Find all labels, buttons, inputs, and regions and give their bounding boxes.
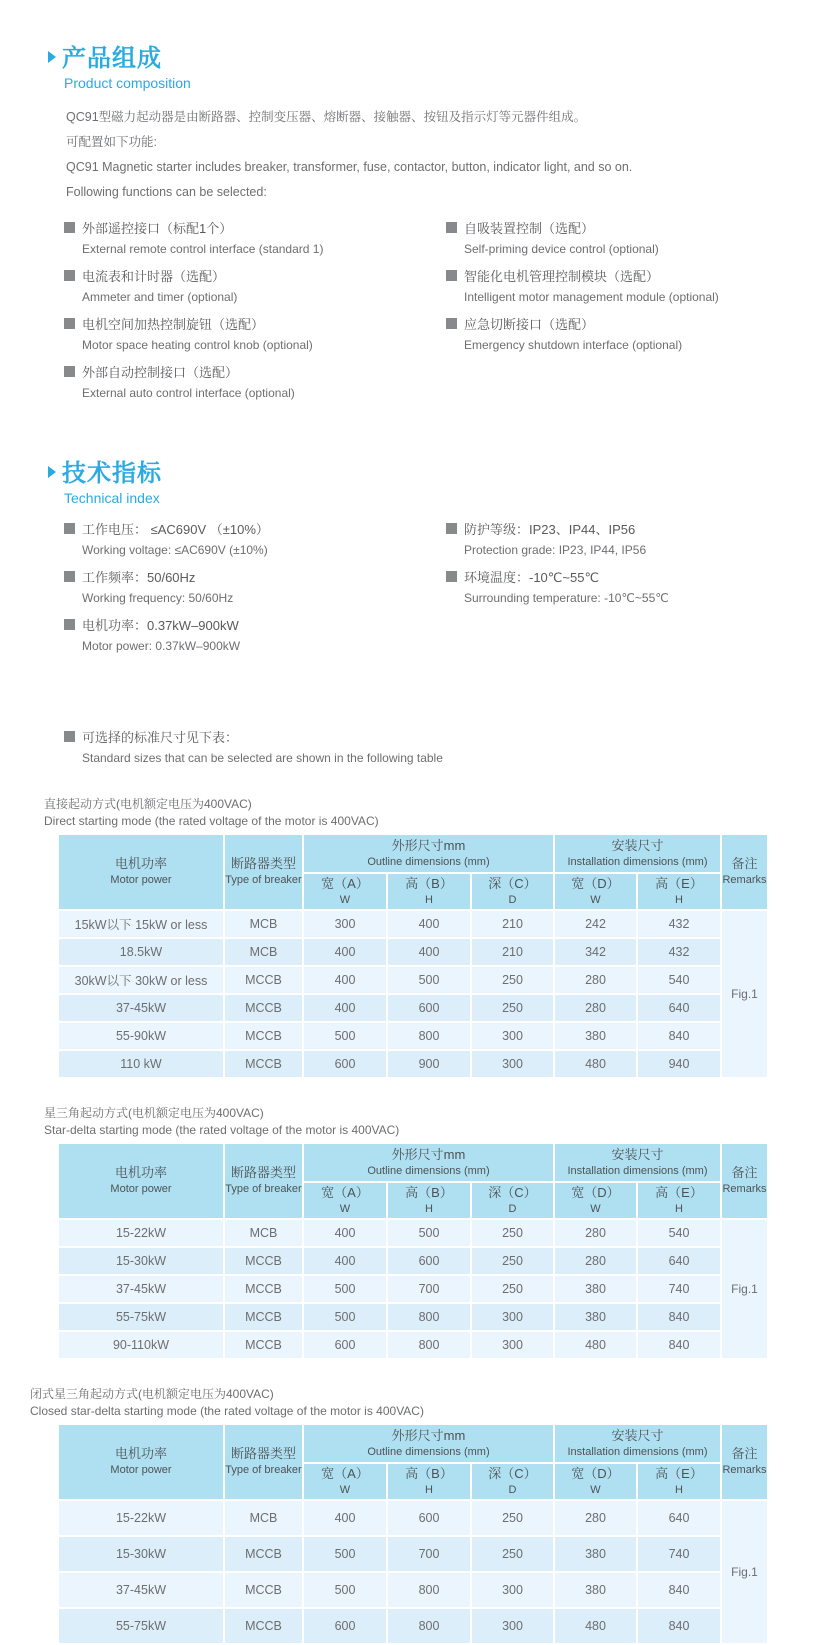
section-title-row (48, 38, 830, 73)
cell-depth-c: 250 (471, 1219, 554, 1247)
cell-motor-power: 55-90kW (58, 1022, 224, 1050)
cell-motor-power: 15-22kW (58, 1219, 224, 1247)
table-body (58, 1219, 768, 1359)
header-depth-c: 深（C） D (471, 1182, 554, 1219)
table-caption-closed-star-delta (30, 1386, 830, 1420)
feature-item (64, 311, 446, 357)
feature-item (64, 263, 446, 309)
cell-breaker-type: MCCB (224, 1331, 303, 1359)
cell-width-a: 400 (303, 1219, 387, 1247)
spec-label-zh: 防护等级：IP23、IP44、IP56 (464, 521, 636, 537)
feature-label-en: External remote control interface (standard 1) (82, 242, 324, 256)
cell-width-a: 400 (303, 1500, 387, 1536)
feature-label-en: Emergency shutdown interface (optional) (464, 338, 683, 352)
cell-width-a: 600 (303, 1050, 387, 1078)
table-caption-en: Star-delta starting mode (the rated voltage of the motor is 400VAC) (44, 1123, 400, 1137)
cell-depth-c: 300 (471, 1303, 554, 1331)
spec-label-zh: 工作频率：50/60Hz (82, 569, 196, 585)
table-row (58, 1303, 768, 1331)
cell-motor-power: 55-75kW (58, 1608, 224, 1644)
header-depth-c: 深（C） D (471, 873, 554, 910)
table-body (58, 910, 768, 1078)
spec-label-en: Motor power: 0.37kW–900kW (82, 639, 241, 653)
feature-label-zh: 外部遥控接口（标配1个） (82, 220, 233, 236)
bullet-square-icon (64, 523, 75, 534)
intro-paragraphs (66, 105, 830, 205)
bullet-square-icon (446, 318, 457, 329)
note-en: Standard sizes that can be selected are shown in the following table (82, 751, 443, 765)
cell-width-a: 600 (303, 1608, 387, 1644)
cell-height-b: 800 (387, 1331, 471, 1359)
header-depth-c: 深（C） D (471, 1463, 554, 1500)
cell-motor-power: 37-45kW (58, 1275, 224, 1303)
header-motor-power: 电机功率 Motor power (58, 1424, 224, 1500)
cell-height-e: 940 (637, 1050, 721, 1078)
table-row (58, 1536, 768, 1572)
cell-motor-power: 110 kW (58, 1050, 224, 1078)
section-title-row (48, 453, 830, 488)
header-width-a: 宽（A） W (303, 1182, 387, 1219)
cell-breaker-type: MCCB (224, 1536, 303, 1572)
header-installation-dimensions: 安装尺寸 Installation dimensions (mm) (554, 1424, 721, 1463)
table-caption-zh: 星三角起动方式(电机额定电压为400VAC) (44, 1106, 264, 1120)
cell-height-b: 600 (387, 1247, 471, 1275)
cell-height-e: 840 (637, 1331, 721, 1359)
bullet-square-icon (446, 222, 457, 233)
cell-height-b: 600 (387, 1500, 471, 1536)
header-width-a: 宽（A） W (303, 873, 387, 910)
section-technical-index (0, 453, 830, 660)
spec-label-en: Working frequency: 50/60Hz (82, 591, 234, 605)
feature-label-en: External auto control interface (optional) (82, 386, 295, 400)
cell-width-a: 500 (303, 1022, 387, 1050)
cell-height-b: 700 (387, 1275, 471, 1303)
cell-motor-power: 15-30kW (58, 1536, 224, 1572)
table-row (58, 1572, 768, 1608)
header-outline-dimensions: 外形尺寸mm Outline dimensions (mm) (303, 1424, 554, 1463)
cell-breaker-type: MCB (224, 1219, 303, 1247)
cell-height-b: 800 (387, 1572, 471, 1608)
feature-item (64, 359, 446, 405)
table-row (58, 1247, 768, 1275)
cell-height-b: 400 (387, 938, 471, 966)
cell-remarks: Fig.1 (721, 1219, 768, 1359)
feature-item (446, 215, 830, 261)
dimensions-table-star-delta (57, 1142, 769, 1360)
cell-breaker-type: MCCB (224, 1303, 303, 1331)
cell-width-d: 480 (554, 1331, 637, 1359)
spec-label-en: Protection grade: IP23, IP44, IP56 (464, 543, 647, 557)
cell-height-b: 800 (387, 1303, 471, 1331)
cell-motor-power: 15kW以下 15kW or less (58, 910, 224, 938)
cell-motor-power: 90-110kW (58, 1331, 224, 1359)
spacer (0, 407, 830, 453)
cell-height-b: 700 (387, 1536, 471, 1572)
cell-width-a: 500 (303, 1572, 387, 1608)
table-row (58, 966, 768, 994)
bullet-square-icon (64, 731, 75, 742)
dimensions-table-direct (57, 833, 769, 1079)
cell-depth-c: 250 (471, 1247, 554, 1275)
spec-item (64, 612, 446, 658)
spec-column-right (446, 516, 830, 660)
bullet-square-icon (64, 366, 75, 377)
header-outline-dimensions: 外形尺寸mm Outline dimensions (mm) (303, 834, 554, 873)
table-caption-en: Closed star-delta starting mode (the rated voltage of the motor is 400VAC) (30, 1404, 424, 1418)
cell-height-e: 540 (637, 966, 721, 994)
header-height-b: 高（B） H (387, 1463, 471, 1500)
cell-breaker-type: MCB (224, 938, 303, 966)
bullet-square-icon (446, 270, 457, 281)
feature-label-zh: 外部自动控制接口（选配） (82, 364, 239, 380)
paragraph: QC91型磁力起动器是由断路器、控制变压器、熔断器、接触器、按钮及指示灯等元器件组成。 (66, 110, 587, 124)
cell-height-e: 840 (637, 1608, 721, 1644)
header-breaker-type: 断路器类型 Type of breaker (224, 834, 303, 910)
cell-width-d: 480 (554, 1050, 637, 1078)
feature-column-right (446, 215, 830, 407)
cell-width-a: 400 (303, 994, 387, 1022)
cell-depth-c: 300 (471, 1022, 554, 1050)
feature-label-en: Ammeter and timer (optional) (82, 290, 238, 304)
cell-depth-c: 210 (471, 938, 554, 966)
table-caption-zh: 闭式星三角起动方式(电机额定电压为400VAC) (30, 1387, 274, 1401)
header-height-e: 高（E） H (637, 873, 721, 910)
cell-motor-power: 18.5kW (58, 938, 224, 966)
table-row (58, 1022, 768, 1050)
paragraph: Following functions can be selected: (66, 185, 267, 199)
cell-height-e: 740 (637, 1536, 721, 1572)
header-height-e: 高（E） H (637, 1182, 721, 1219)
bullet-square-icon (64, 318, 75, 329)
cell-height-e: 432 (637, 938, 721, 966)
feature-column-left (64, 215, 446, 407)
spec-label-zh: 电机功率：0.37kW–900kW (82, 617, 239, 633)
cell-motor-power: 15-30kW (58, 1247, 224, 1275)
cell-width-a: 500 (303, 1275, 387, 1303)
header-remarks: 备注 Remarks (721, 1424, 768, 1500)
cell-width-d: 280 (554, 1219, 637, 1247)
cell-height-b: 800 (387, 1022, 471, 1050)
cell-height-e: 640 (637, 1247, 721, 1275)
cell-width-a: 500 (303, 1536, 387, 1572)
cell-width-d: 280 (554, 1247, 637, 1275)
header-breaker-type: 断路器类型 Type of breaker (224, 1143, 303, 1219)
cell-width-d: 280 (554, 994, 637, 1022)
cell-depth-c: 300 (471, 1608, 554, 1644)
cell-depth-c: 250 (471, 966, 554, 994)
cell-depth-c: 210 (471, 910, 554, 938)
cell-depth-c: 250 (471, 994, 554, 1022)
header-height-b: 高（B） H (387, 873, 471, 910)
spec-item (446, 516, 830, 562)
bullet-square-icon (64, 270, 75, 281)
header-width-d: 宽（D） W (554, 1463, 637, 1500)
table-row (58, 1219, 768, 1247)
header-remarks: 备注 Remarks (721, 1143, 768, 1219)
cell-width-d: 380 (554, 1303, 637, 1331)
table-caption-zh: 直接起动方式(电机额定电压为400VAC) (44, 797, 252, 811)
header-width-a: 宽（A） W (303, 1463, 387, 1500)
cell-motor-power: 15-22kW (58, 1500, 224, 1536)
cell-depth-c: 300 (471, 1050, 554, 1078)
spec-column-left (64, 516, 446, 660)
section-title-en: Product composition (64, 75, 191, 91)
feature-label-en: Motor space heating control knob (optional) (82, 338, 313, 352)
feature-label-zh: 电流表和计时器（选配） (82, 268, 226, 284)
cell-width-d: 280 (554, 1500, 637, 1536)
header-width-d: 宽（D） W (554, 1182, 637, 1219)
section-title-zh: 产品组成 (62, 45, 162, 72)
cell-motor-power: 55-75kW (58, 1303, 224, 1331)
cell-width-a: 400 (303, 938, 387, 966)
cell-motor-power: 37-45kW (58, 1572, 224, 1608)
header-height-b: 高（B） H (387, 1182, 471, 1219)
cell-height-e: 540 (637, 1219, 721, 1247)
feature-label-zh: 电机空间加热控制旋钮（选配） (82, 316, 265, 332)
triangle-marker-icon (48, 51, 56, 63)
cell-breaker-type: MCB (224, 1500, 303, 1536)
cell-height-b: 900 (387, 1050, 471, 1078)
paragraph: 可配置如下功能: (66, 135, 157, 149)
note-zh: 可选择的标准尺寸见下表： (82, 729, 239, 745)
section-title-zh: 技术指标 (62, 460, 162, 487)
bullet-square-icon (446, 571, 457, 582)
header-installation-dimensions: 安装尺寸 Installation dimensions (mm) (554, 834, 721, 873)
cell-breaker-type: MCCB (224, 1247, 303, 1275)
cell-width-d: 280 (554, 966, 637, 994)
cell-remarks: Fig.1 (721, 910, 768, 1078)
feature-label-en: Intelligent motor management module (optional) (464, 290, 719, 304)
cell-width-d: 342 (554, 938, 637, 966)
header-breaker-type: 断路器类型 Type of breaker (224, 1424, 303, 1500)
dimensions-table-closed-star-delta (57, 1423, 769, 1645)
cell-breaker-type: MCCB (224, 1050, 303, 1078)
cell-depth-c: 250 (471, 1500, 554, 1536)
cell-height-e: 840 (637, 1303, 721, 1331)
feature-item (446, 311, 830, 357)
cell-height-e: 840 (637, 1572, 721, 1608)
bullet-square-icon (64, 571, 75, 582)
cell-breaker-type: MCCB (224, 1022, 303, 1050)
cell-height-b: 500 (387, 966, 471, 994)
cell-width-d: 242 (554, 910, 637, 938)
triangle-marker-icon (48, 466, 56, 478)
cell-width-a: 600 (303, 1331, 387, 1359)
header-motor-power: 电机功率 Motor power (58, 834, 224, 910)
cell-depth-c: 250 (471, 1275, 554, 1303)
table-row (58, 994, 768, 1022)
cell-width-d: 380 (554, 1275, 637, 1303)
table-row (58, 1275, 768, 1303)
feature-item (446, 263, 830, 309)
cell-width-a: 400 (303, 966, 387, 994)
cell-width-a: 500 (303, 1303, 387, 1331)
cell-height-b: 600 (387, 994, 471, 1022)
cell-breaker-type: MCB (224, 910, 303, 938)
cell-height-b: 500 (387, 1219, 471, 1247)
spec-label-en: Working voltage: ≤AC690V (±10%) (82, 543, 268, 557)
table-row (58, 1331, 768, 1359)
cell-depth-c: 300 (471, 1331, 554, 1359)
feature-item (64, 215, 446, 261)
cell-motor-power: 37-45kW (58, 994, 224, 1022)
cell-width-d: 380 (554, 1536, 637, 1572)
spec-item (64, 516, 446, 562)
cell-height-b: 400 (387, 910, 471, 938)
table-row (58, 938, 768, 966)
feature-label-zh: 智能化电机管理控制模块（选配） (464, 268, 660, 284)
feature-list (64, 215, 830, 407)
cell-height-e: 432 (637, 910, 721, 938)
table-row (58, 910, 768, 938)
header-outline-dimensions: 外形尺寸mm Outline dimensions (mm) (303, 1143, 554, 1182)
paragraph: QC91 Magnetic starter includes breaker, transformer, fuse, contactor, button, indicator light, and so on. (66, 160, 633, 174)
bullet-square-icon (64, 619, 75, 630)
spec-item (446, 564, 830, 610)
table-row (58, 1050, 768, 1078)
cell-motor-power: 30kW以下 30kW or less (58, 966, 224, 994)
cell-width-a: 400 (303, 1247, 387, 1275)
feature-label-zh: 自吸装置控制（选配） (464, 220, 595, 236)
table-caption-en: Direct starting mode (the rated voltage of the motor is 400VAC) (44, 814, 379, 828)
cell-breaker-type: MCCB (224, 1572, 303, 1608)
spec-label-zh: 环境温度：-10℃~55℃ (464, 569, 600, 585)
bullet-square-icon (64, 222, 75, 233)
cell-height-e: 640 (637, 1500, 721, 1536)
cell-width-d: 380 (554, 1022, 637, 1050)
spec-list (64, 516, 830, 660)
header-width-d: 宽（D） W (554, 873, 637, 910)
cell-remarks: Fig.1 (721, 1500, 768, 1644)
cell-width-d: 480 (554, 1608, 637, 1644)
cell-height-e: 640 (637, 994, 721, 1022)
table-row (58, 1500, 768, 1536)
header-height-e: 高（E） H (637, 1463, 721, 1500)
cell-width-a: 300 (303, 910, 387, 938)
spec-item (64, 564, 446, 610)
cell-breaker-type: MCCB (224, 966, 303, 994)
spec-label-en: Surrounding temperature: -10℃~55℃ (464, 591, 669, 605)
table-body (58, 1500, 768, 1644)
cell-breaker-type: MCCB (224, 1275, 303, 1303)
cell-height-e: 840 (637, 1022, 721, 1050)
header-installation-dimensions: 安装尺寸 Installation dimensions (mm) (554, 1143, 721, 1182)
section-title-en: Technical index (64, 490, 160, 506)
table-caption-star-delta (44, 1105, 830, 1139)
header-remarks: 备注 Remarks (721, 834, 768, 910)
cell-depth-c: 250 (471, 1536, 554, 1572)
feature-label-en: Self-priming device control (optional) (464, 242, 659, 256)
table-caption-direct (44, 796, 830, 830)
bullet-square-icon (446, 523, 457, 534)
table-row (58, 1608, 768, 1644)
spec-label-zh: 工作电压： ≤AC690V （±10%） (82, 521, 269, 537)
cell-breaker-type: MCCB (224, 1608, 303, 1644)
cell-height-e: 740 (637, 1275, 721, 1303)
standard-size-note (64, 724, 830, 770)
cell-height-b: 800 (387, 1608, 471, 1644)
cell-breaker-type: MCCB (224, 994, 303, 1022)
cell-depth-c: 300 (471, 1572, 554, 1608)
header-motor-power: 电机功率 Motor power (58, 1143, 224, 1219)
section-product-composition (0, 38, 830, 407)
cell-width-d: 380 (554, 1572, 637, 1608)
feature-label-zh: 应急切断接口（选配） (464, 316, 595, 332)
